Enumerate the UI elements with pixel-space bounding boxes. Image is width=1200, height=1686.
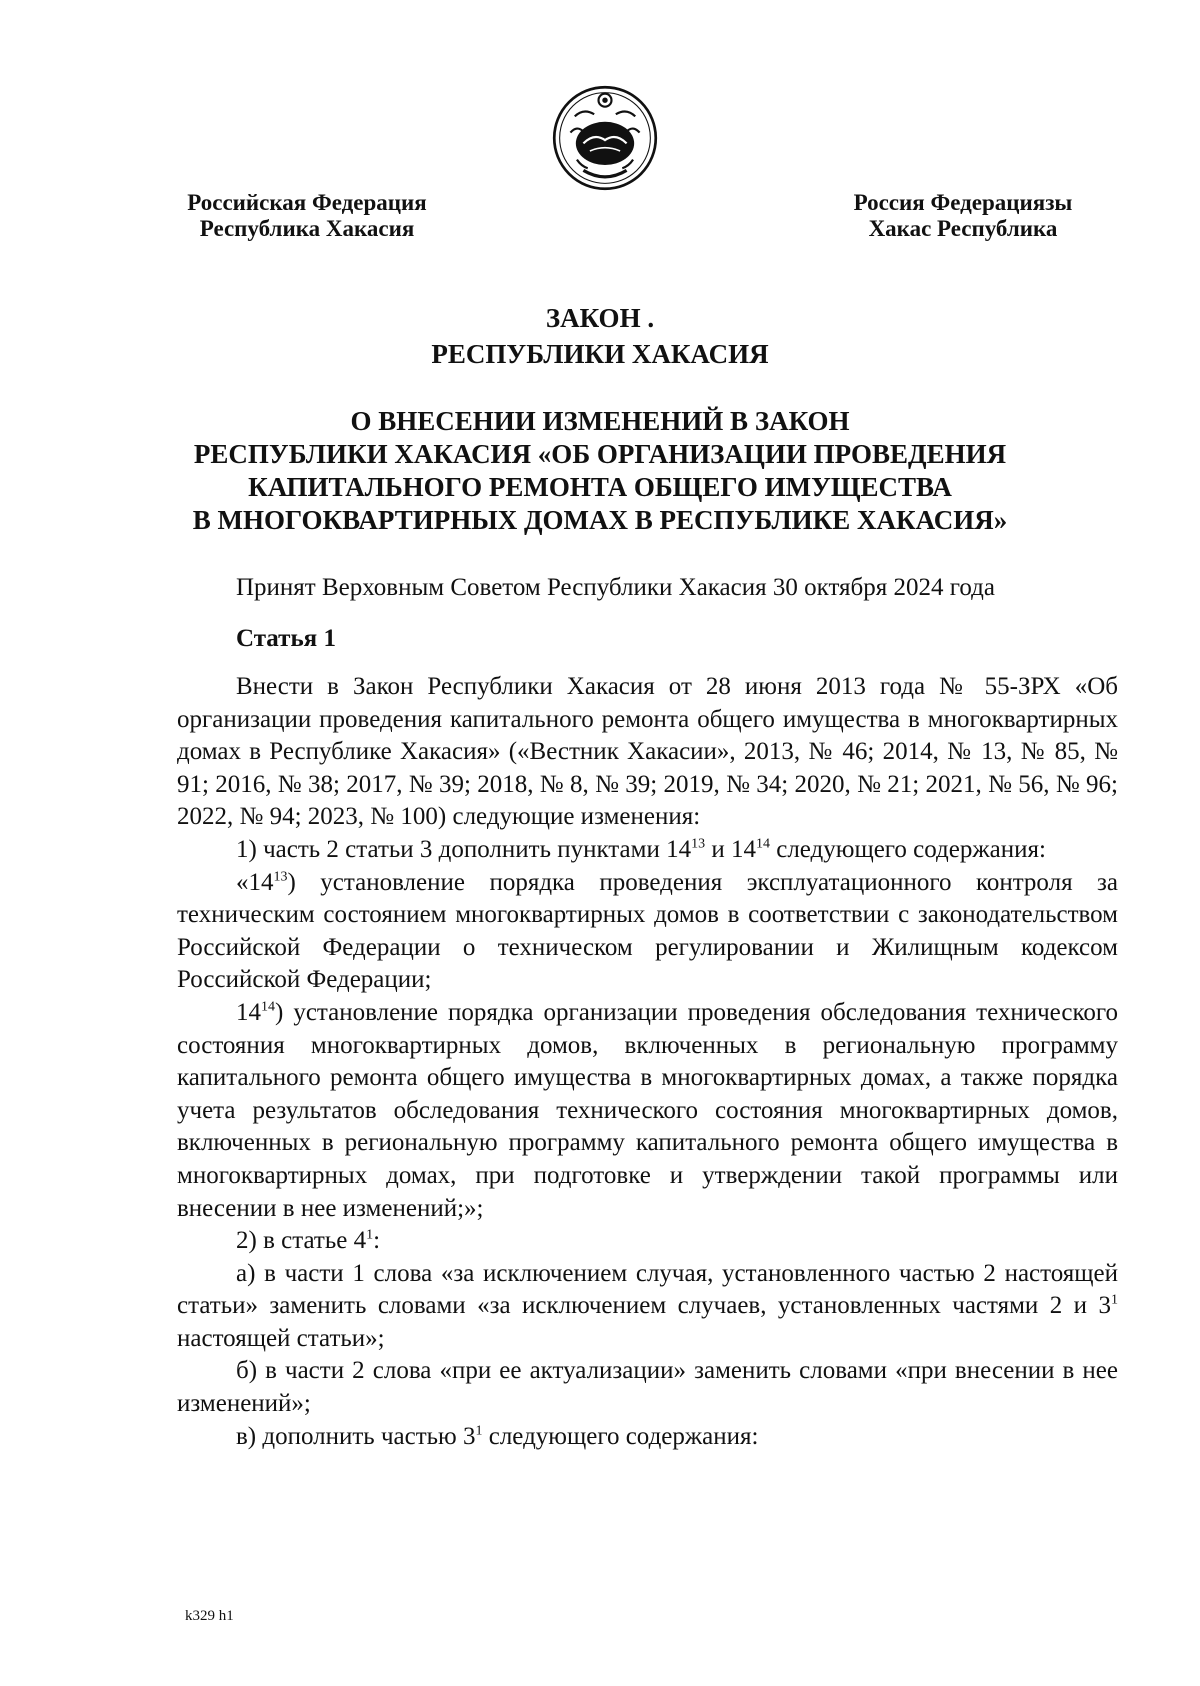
law-subject-line: КАПИТАЛЬНОГО РЕМОНТА ОБЩЕГО ИМУЩЕСТВА <box>248 472 952 502</box>
paragraph: Внести в Закон Республики Хакасия от 28 июня 2013 года № 55-ЗРХ «Об организации проведения капитального ремонта общего имущества в многоквартирных домах в Республике Хакасия» («Вестник Хакасии», 2013, № 46; 2014, № 13, № 85, № 91; 2016, № 38; 2017, № 39; 2018, № 8, № 39; 2019, № 34; 2020, № 21; 2021, № 56, № 96; 2022, № 94; 2023, № 100) следующие изменения: <box>177 673 1118 831</box>
paragraph: 2) в статье $4^1$: <box>236 1227 381 1255</box>
header-left-line1: Российская Федерация <box>187 190 427 215</box>
header-right-line2: Хакас Республика <box>868 216 1058 241</box>
law-title <box>160 300 1040 372</box>
document-code: k329 h1 <box>185 1608 234 1624</box>
article-body <box>177 671 1118 1453</box>
law-subject-line: В МНОГОКВАРТИРНЫХ ДОМАХ В РЕСПУБЛИКЕ ХАКАСИЯ» <box>192 505 1008 535</box>
law-subject-line: О ВНЕСЕНИИ ИЗМЕНЕНИЙ В ЗАКОН <box>350 406 850 436</box>
paragraph: в) дополнить частью $3^1$ следующего содержания: <box>236 1422 759 1450</box>
paragraph: $14^{14}$) установление порядка организации проведения обследования технического состояния многоквартирных домов, включенных в региональную программу капитального ремонта общего имущества в многоквартирных домах, а также порядка учета результатов обследования технического состояния многоквартирных домов, включенных в региональную программу капитального ремонта общего имущества в многоквартирных домах, при подготовке и утверждении такой программы или внесении в нее изменений;»; <box>177 998 1118 1222</box>
paragraph: «$14^{13}$) установление порядка проведения эксплуатационного контроля за техническим состоянием многоквартирных домов в соответствии с законодательством Российской Федерации о техническом регулировании и Жилищным кодексом Российской Федерации; <box>177 868 1118 994</box>
header-left <box>172 190 442 242</box>
adoption-note: Принят Верховным Советом Республики Хакасия 30 октября 2024 года <box>236 574 995 601</box>
republic-of-khakassia-emblem <box>551 84 659 192</box>
header-right <box>838 190 1088 242</box>
article-heading: Статья 1 <box>236 625 336 652</box>
law-subject-line: РЕСПУБЛИКИ ХАКАСИЯ «ОБ ОРГАНИЗАЦИИ ПРОВЕДЕНИЯ <box>193 439 1007 469</box>
paragraph: б) в части 2 слова «при ее актуализации» заменить словами «при внесении в нее изменений»; <box>177 1357 1118 1418</box>
law-subject <box>160 405 1040 537</box>
law-title-line1: ЗАКОН . <box>545 303 655 333</box>
header-left-line2: Республика Хакасия <box>199 216 415 241</box>
header-right-line1: Россия Федерациязы <box>853 190 1073 215</box>
paragraph: 1) часть 2 статьи 3 дополнить пунктами $14^{13}$ и $14^{14}$ следующего содержания: <box>236 835 1046 863</box>
law-title-line2: РЕСПУБЛИКИ ХАКАСИЯ <box>431 339 769 369</box>
paragraph: а) в части 1 слова «за исключением случая, установленного частью 2 настоящей статьи» заменить словами «за исключением случаев, установленных частями 2 и $3^1$ настоящей статьи»; <box>177 1259 1118 1352</box>
